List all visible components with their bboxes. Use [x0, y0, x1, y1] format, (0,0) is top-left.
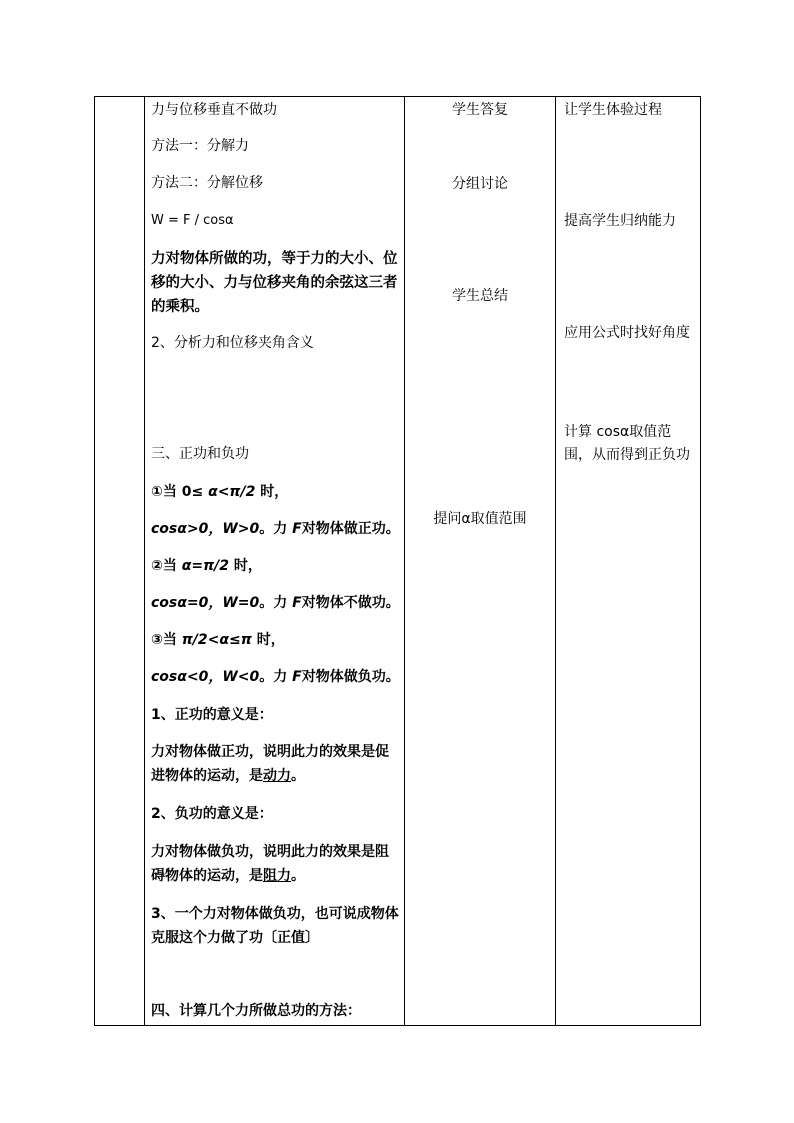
line-method-one: 方法一：分解力 [151, 138, 249, 154]
overcome-force-note: 3、一个力对物体做负功，也可说成物体克服这个力做了功〔正值〕 [151, 906, 399, 946]
case-two-condition [151, 555, 262, 578]
positive-work-meaning-heading: 1、正功的意义是： [151, 707, 273, 723]
section-positive-negative-work: 三、正功和负功 [151, 446, 249, 462]
design-intent-cell [556, 97, 701, 1026]
positive-work-meaning-end: 。 [291, 768, 305, 784]
case-one-result-end: 对物体做正功。 [301, 521, 400, 537]
positive-work-driving-force: 动力 [263, 768, 291, 784]
case-three-result-math: cosα<0，W<0 [151, 669, 260, 685]
line-perpendicular-no-work: 力与位移垂直不做功 [151, 102, 277, 118]
case-three-math: π/2<α≤π [181, 632, 252, 648]
negative-work-meaning-end: 。 [291, 868, 305, 884]
negative-work-meaning-text: 力对物体做负功，说明此力的效果是阻碍物体的运动，是 [151, 844, 389, 884]
case-one-force: F [292, 521, 302, 537]
negative-work-meaning-heading: 2、负功的意义是： [151, 806, 273, 822]
case-two-suffix: 时， [229, 558, 262, 574]
case-one-prefix: ①当 0≤ [151, 484, 209, 500]
case-one-suffix: 时， [255, 484, 289, 500]
student-activity-cell [405, 97, 556, 1026]
table-row [95, 97, 701, 1026]
teaching-content-cell [145, 97, 405, 1026]
case-one-result-text: 。力 [259, 521, 293, 537]
case-two-result-text: 。力 [259, 595, 293, 611]
intent-experience-process: 让学生体验过程 [564, 102, 662, 118]
case-one-math: α<π/2 [208, 484, 256, 500]
case-two-math: α=π/2 [181, 558, 230, 574]
case-three-prefix: ③当 [151, 632, 182, 648]
case-three-suffix: 时， [251, 632, 285, 648]
case-two-force: F [292, 595, 302, 611]
intent-find-angle: 应用公式时找好角度 [564, 325, 690, 341]
case-two-result-math: cosα=0，W=0 [151, 595, 260, 611]
line-analyze-angle: 2、分析力和位移夹角含义 [151, 335, 314, 351]
case-one-result [151, 518, 400, 541]
case-two-prefix: ②当 [151, 558, 182, 574]
line-work-formula: W = F / cosα [151, 213, 234, 228]
section-total-work-methods: 四、计算几个力所做总功的方法： [151, 1003, 361, 1019]
negative-work-meaning [151, 840, 401, 888]
line-work-definition: 力对物体所做的功，等于力的大小、位移的大小、力与位移夹角的余弦这三者的乘积。 [151, 251, 398, 315]
case-three-result-text: 。力 [259, 669, 293, 685]
ask-angle-range: 提问α取值范围 [433, 511, 527, 527]
negative-work-resistance: 阻力 [263, 868, 291, 884]
intent-compute-cos-range: 计算 cosα取值范围，从而得到正负功 [564, 424, 690, 463]
empty-left-cell [95, 97, 145, 1026]
case-two-result [151, 592, 400, 615]
intent-improve-induction: 提高学生归纳能力 [564, 213, 676, 229]
student-answer: 学生答复 [452, 102, 508, 118]
case-one-condition [151, 481, 288, 504]
positive-work-meaning-text: 力对物体做正功，说明此力的效果是促进物体的运动，是 [151, 744, 389, 784]
case-two-result-end: 对物体不做功。 [301, 595, 400, 611]
case-three-condition [151, 629, 285, 652]
case-three-result [151, 666, 400, 689]
positive-work-meaning [151, 740, 401, 788]
lesson-plan-table [94, 96, 701, 1026]
line-method-two: 方法二：分解位移 [151, 175, 263, 191]
case-one-result-math: cosα>0，W>0 [151, 521, 260, 537]
case-three-result-end: 对物体做负功。 [301, 669, 400, 685]
student-summary: 学生总结 [452, 288, 508, 304]
group-discussion: 分组讨论 [452, 176, 508, 192]
case-three-force: F [292, 669, 302, 685]
